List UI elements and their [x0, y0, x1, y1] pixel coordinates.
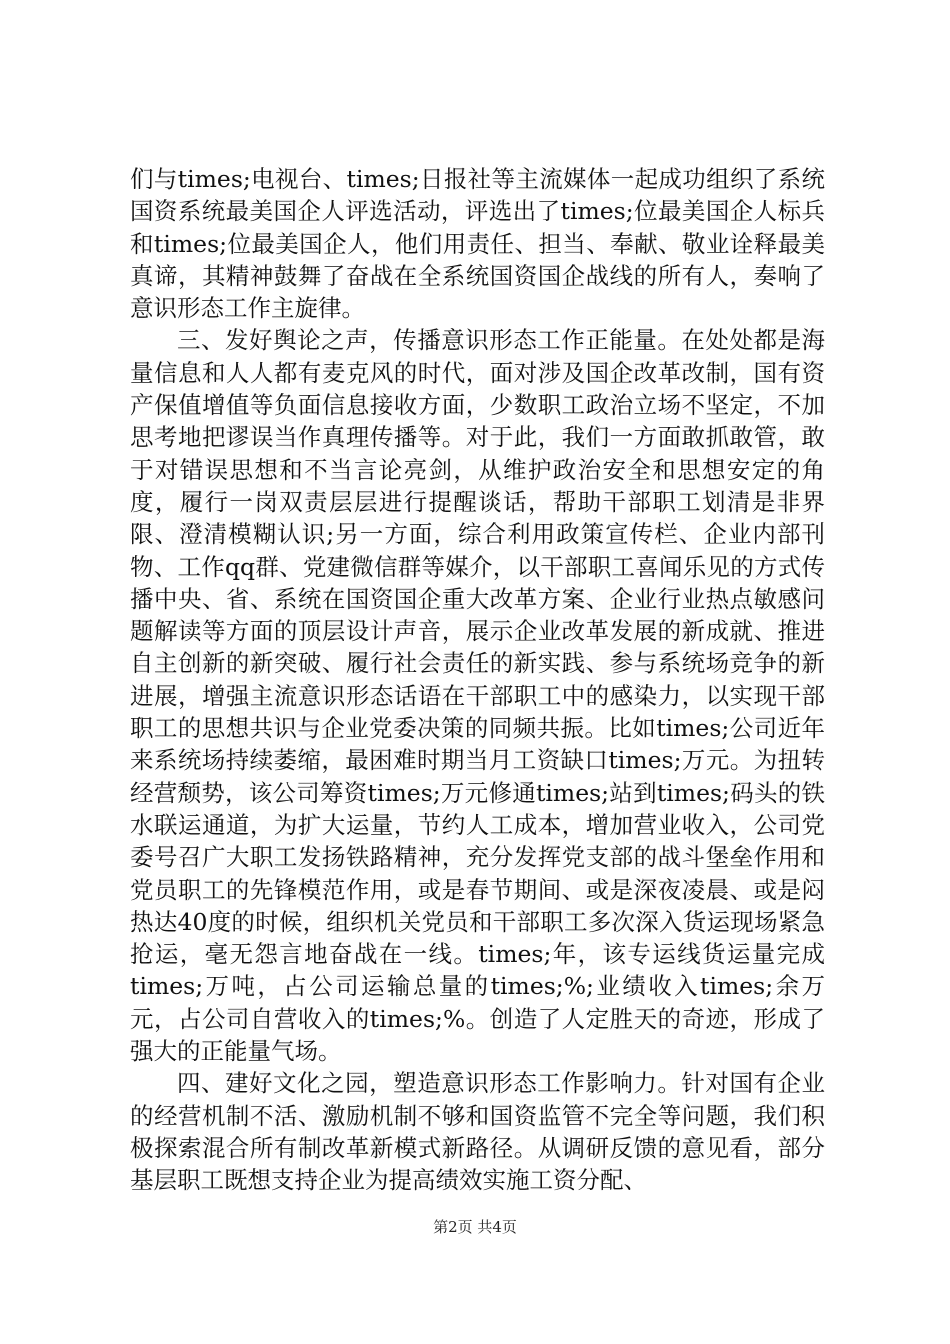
paragraph-section-3: 三、发好舆论之声，传播意识形态工作正能量。在处处都是海量信息和人人都有麦克风的时代，面对涉及国企改革改制，国有资产保值增值等负面信息接收方面，少数职工政治立场不坚定，不加思考地把谬误当作真理传播等。对于此，我们一方面敢抓敢管，敢于对错误思想和不当言论亮剑，从维护政治安全和思想安定的角度，履行一岗双责层层进行提醒谈话，帮助干部职工划清是非界限、澄清模糊认识;另一方面，综合利用政策宣传栏、企业内部刊物、工作qq群、党建微信群等媒介，以干部职工喜闻乐见的方式传播中央、省、系统在国资国企重大改革方案、企业行业热点敏感问题解读等方面的顶层设计声音，展示企业改革发展的新成就、推进自主创新的新突破、履行社会责任的新实践、参与系统场竞争的新进展，增强主流意识形态话语在干部职工中的感染力，以实现干部职工的思想共识与企业党委决策的同频共振。比如times;公司近年来系统场持续萎缩，最困难时期当月工资缺口times;万元。为扭转经营颓势，该公司筹资times;万元修通times;站到times;码头的铁水联运通道，为扩大运量，节约人工成本，增加营业收入，公司党委号召广大职工发扬铁路精神，充分发挥党支部的战斗堡垒作用和党员职工的先锋模范作用，或是春节期间、或是深夜凌晨、或是闷热达40度的时候，组织机关党员和干部职工多次深入货运现场紧急抢运，毫无怨言地奋战在一线。times;年，该专运线货运量完成times;万吨，占公司运输总量的times;%;业绩收入times;余万元，占公司自营收入的times;%。创造了人定胜天的奇迹，形成了强大的正能量气场。 — [130, 326, 825, 1066]
page-footer — [0, 1216, 950, 1237]
document-body — [130, 163, 825, 1197]
page-number-label: 第2页 共4页 — [433, 1218, 517, 1236]
paragraph-continued: 们与times;电视台、times;日报社等主流媒体一起成功组织了系统国资系统最美国企人评选活动，评选出了times;位最美国企人标兵和times;位最美国企人，他们用责任、担当、奉献、敬业诠释最美真谛，其精神鼓舞了奋战在全系统国资国企战线的所有人，奏响了意识形态工作主旋律。 — [130, 165, 825, 323]
paragraph-section-4: 四、建好文化之园，塑造意识形态工作影响力。针对国有企业的经营机制不活、激励机制不够和国资监管不完全等问题，我们积极探索混合所有制改革新模式新路径。从调研反馈的意见看，部分基层职工既想支持企业为提高绩效实施工资分配、 — [130, 1069, 825, 1195]
